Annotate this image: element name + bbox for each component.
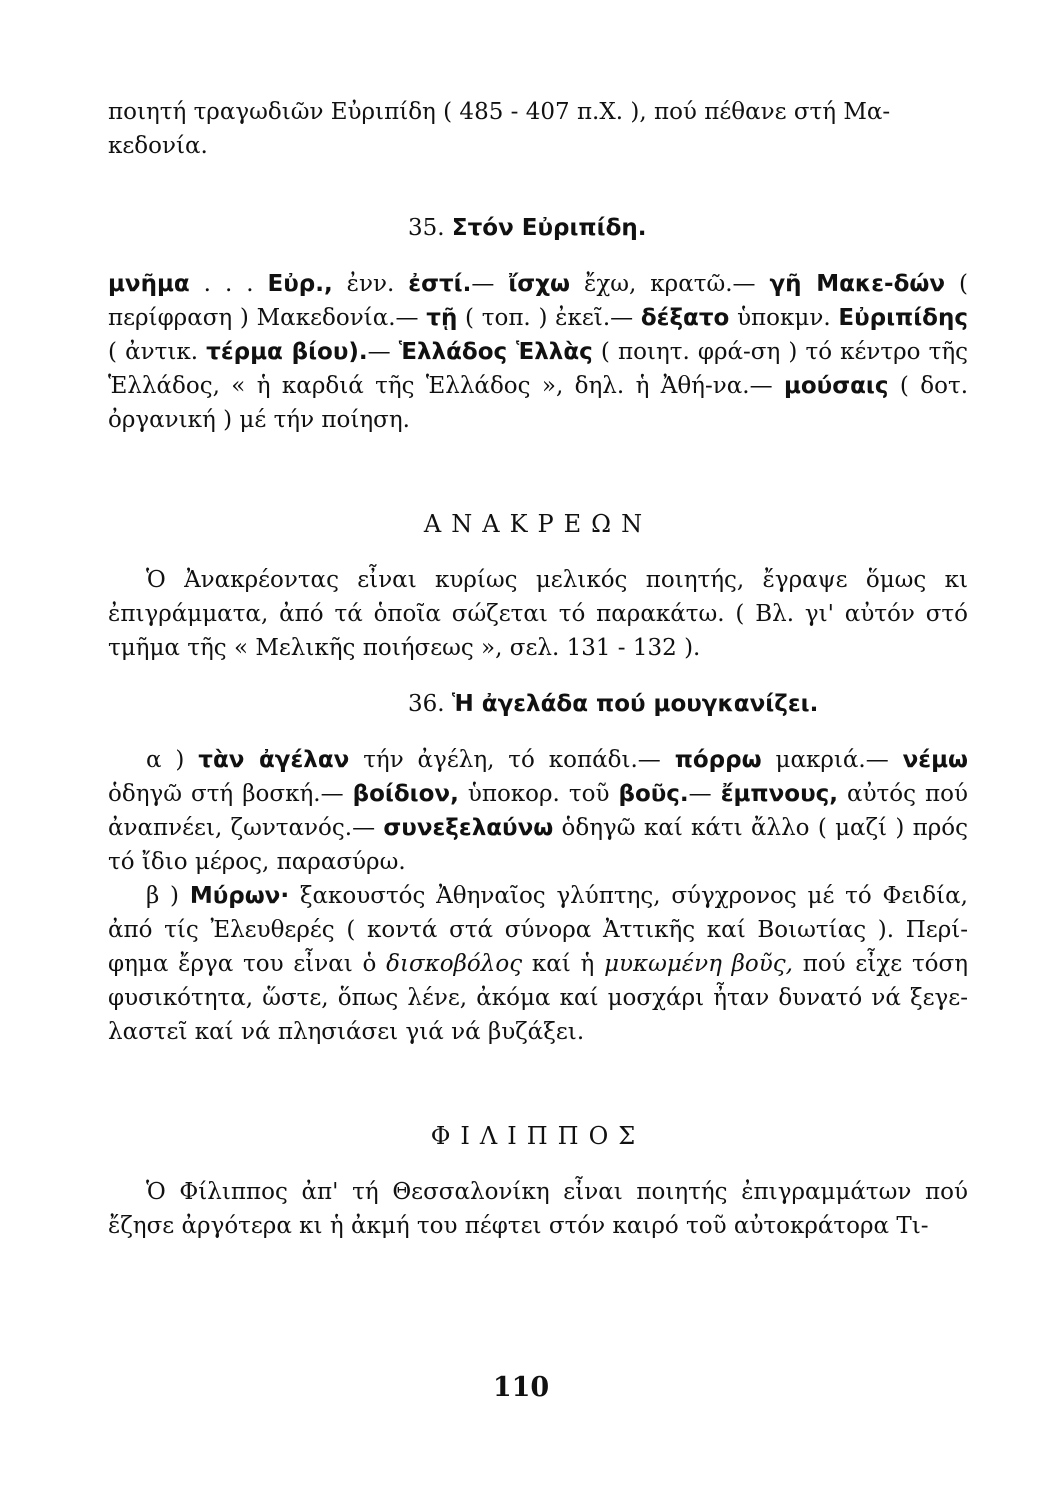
entry-36-alpha-term: πόρρω xyxy=(674,747,762,773)
entry-35-text: ( ποιητ. φρά-ση ) τό κέντρο τῆς Ἑλλάδος, « ἡ καρδιά τῆς Ἑλλάδος », δηλ. ἡ Ἀθή-να.— xyxy=(108,339,969,399)
entry-36-alpha-text: α ) xyxy=(146,747,199,773)
entry-36-alpha-text: μακριά.— xyxy=(761,747,903,773)
section-title-anakreon: ΑΝΑΚΡΕΩΝ xyxy=(423,510,653,538)
entry-36-beta-text: πού εἶχε τόση φυσικότητα, ὥστε, ὅπως λένε, ἀκόμα καί μοσχάρι ἦταν δυνατό νά ξεγε-λαστεῖ καί νά πλησιάσει γιά νά βυζάξει. xyxy=(108,951,968,1045)
entry-35-title: Στόν Εὐριπίδη. xyxy=(451,215,647,241)
entry-36-beta-text: καί ἡ xyxy=(522,951,605,977)
entry-35-term: Ἑλλάδος Ἑλλὰς xyxy=(398,339,593,365)
entry-35-text: — xyxy=(471,271,509,297)
philippos-intro-paragraph: Ὁ Φίλιππος ἀπ' τή Θεσσαλονίκη εἶναι ποιητής ἐπιγραμμάτων πού ἔζησε ἀργότερα κι ἡ ἀκμή του πέφτει στόν καιρό τοῦ αὐτοκράτορα Τι- xyxy=(108,1179,968,1239)
entry-35-text: ( τοπ. ) ἐκεῖ.— xyxy=(457,305,641,331)
entry-35-term: δέξατο xyxy=(640,305,730,331)
entry-36-alpha-term: νέμω xyxy=(902,747,968,773)
entry-36-notes-alpha xyxy=(108,743,968,879)
entry-35-term: μνῆμα xyxy=(108,271,190,297)
entry-35-term: τέρμα βίου). xyxy=(206,339,368,365)
entry-36-beta-text: ξακουστός Ἀθηναῖος γλύπτης, σύγχρονος μέ τό Φειδία, ἀπό τίς Ἐλευθερές ( κοντά στά σύνορα Ἀττικῆς καί Βοιωτίας ). Περί-φημα ἔργα του εἶναι ὁ xyxy=(108,883,968,977)
entry-35-text: ὑποκμν. xyxy=(729,305,839,331)
entry-35-notes xyxy=(108,267,968,437)
entry-35-term: Εὐριπίδης xyxy=(838,305,968,331)
entry-36-beta-italic-term: δισκοβόλος xyxy=(386,951,523,977)
entry-35-text: ( περίφραση ) Μακεδονία.— xyxy=(108,271,968,331)
entry-36-heading xyxy=(108,687,968,721)
entry-36-beta-italic-term: μυκωμένη βοῦς, xyxy=(604,951,793,977)
entry-36-alpha-term: συνεξελαύνω xyxy=(383,815,554,841)
entry-36-alpha-text: ὑποκορ. τοῦ xyxy=(458,781,619,807)
entry-35-term: μούσαις xyxy=(783,373,889,399)
entry-36-alpha-text: τήν ἀγέλη, τό κοπάδι.— xyxy=(349,747,675,773)
entry-36-alpha-term: βοῦς. xyxy=(618,781,689,807)
page-content xyxy=(108,95,968,1243)
entry-36-notes-beta xyxy=(108,879,968,1049)
entry-35-heading xyxy=(108,211,968,245)
entry-36-title: Ἡ ἀγελάδα πού μουγκανίζει. xyxy=(451,691,819,717)
entry-36-alpha-text: — xyxy=(688,781,721,807)
entry-36-beta-text: β ) xyxy=(146,883,190,909)
entry-36-alpha-text: ὁδηγῶ καί κάτι ἄλλο ( μαζί ) πρός τό ἴδιο μέρος, παρασύρω. xyxy=(108,815,968,875)
intro-line-1: ποιητή τραγωδιῶν Εὐριπίδη ( 485 - 407 π.Χ. ), πού πέθανε στή Μα- xyxy=(108,99,891,125)
entry-35-number: 35. xyxy=(408,215,445,241)
entry-36-alpha-term: ἔμπνους, xyxy=(720,781,838,807)
entry-35-text: ( ἀντιк. xyxy=(108,339,207,365)
entry-35-text: — xyxy=(367,339,399,365)
entry-36-number: 36. xyxy=(408,691,445,717)
entry-35-text: ἔχω, κρατῶ.— xyxy=(570,271,770,297)
entry-35-term: Εὐρ., xyxy=(267,271,333,297)
page-number: 110 xyxy=(492,1372,550,1403)
entry-35-term: τῇ xyxy=(426,305,458,331)
entry-36-alpha-term: τὰν ἀγέλαν xyxy=(198,747,350,773)
entry-35-text: ἐνν. xyxy=(332,271,409,297)
entry-35-term: γῆ Μακε-δών xyxy=(769,271,946,297)
anakreon-intro-paragraph: Ὁ Ἀνακρέοντας εἶναι κυρίως μελικός ποιητής, ἔγραψε ὅμως κι ἐπιγράμματα, ἀπό τά ὁποῖα σώζεται τό παρακάτω. ( Βλ. γι' αὐτόν στό τμῆμα τῆς « Μελικῆς ποιήσεως », σελ. 131 - 132 ). xyxy=(108,567,968,661)
entry-36-beta-term: Μύρων· xyxy=(189,883,290,909)
intro-paragraph xyxy=(108,95,968,163)
entry-35-term: ἴσχω xyxy=(508,271,571,297)
entry-36-alpha-text: ὁδηγῶ στή βοσκή.— xyxy=(108,781,353,807)
intro-line-2: κεδονία. xyxy=(108,133,208,159)
entry-36-alpha-text: αὐτός πού ἀναπνέει, ζωντανός.— xyxy=(108,781,968,841)
entry-35-text: ( δοτ. ὀργανική ) μέ τήν ποίηση. xyxy=(108,373,969,433)
section-title-philippos: ΦΙΛΙΠΠΟΣ xyxy=(430,1122,646,1150)
entry-35-text: . . . xyxy=(189,271,268,297)
entry-36-alpha-term: βοίδιον, xyxy=(352,781,459,807)
entry-35-term: ἐστί. xyxy=(408,271,472,297)
